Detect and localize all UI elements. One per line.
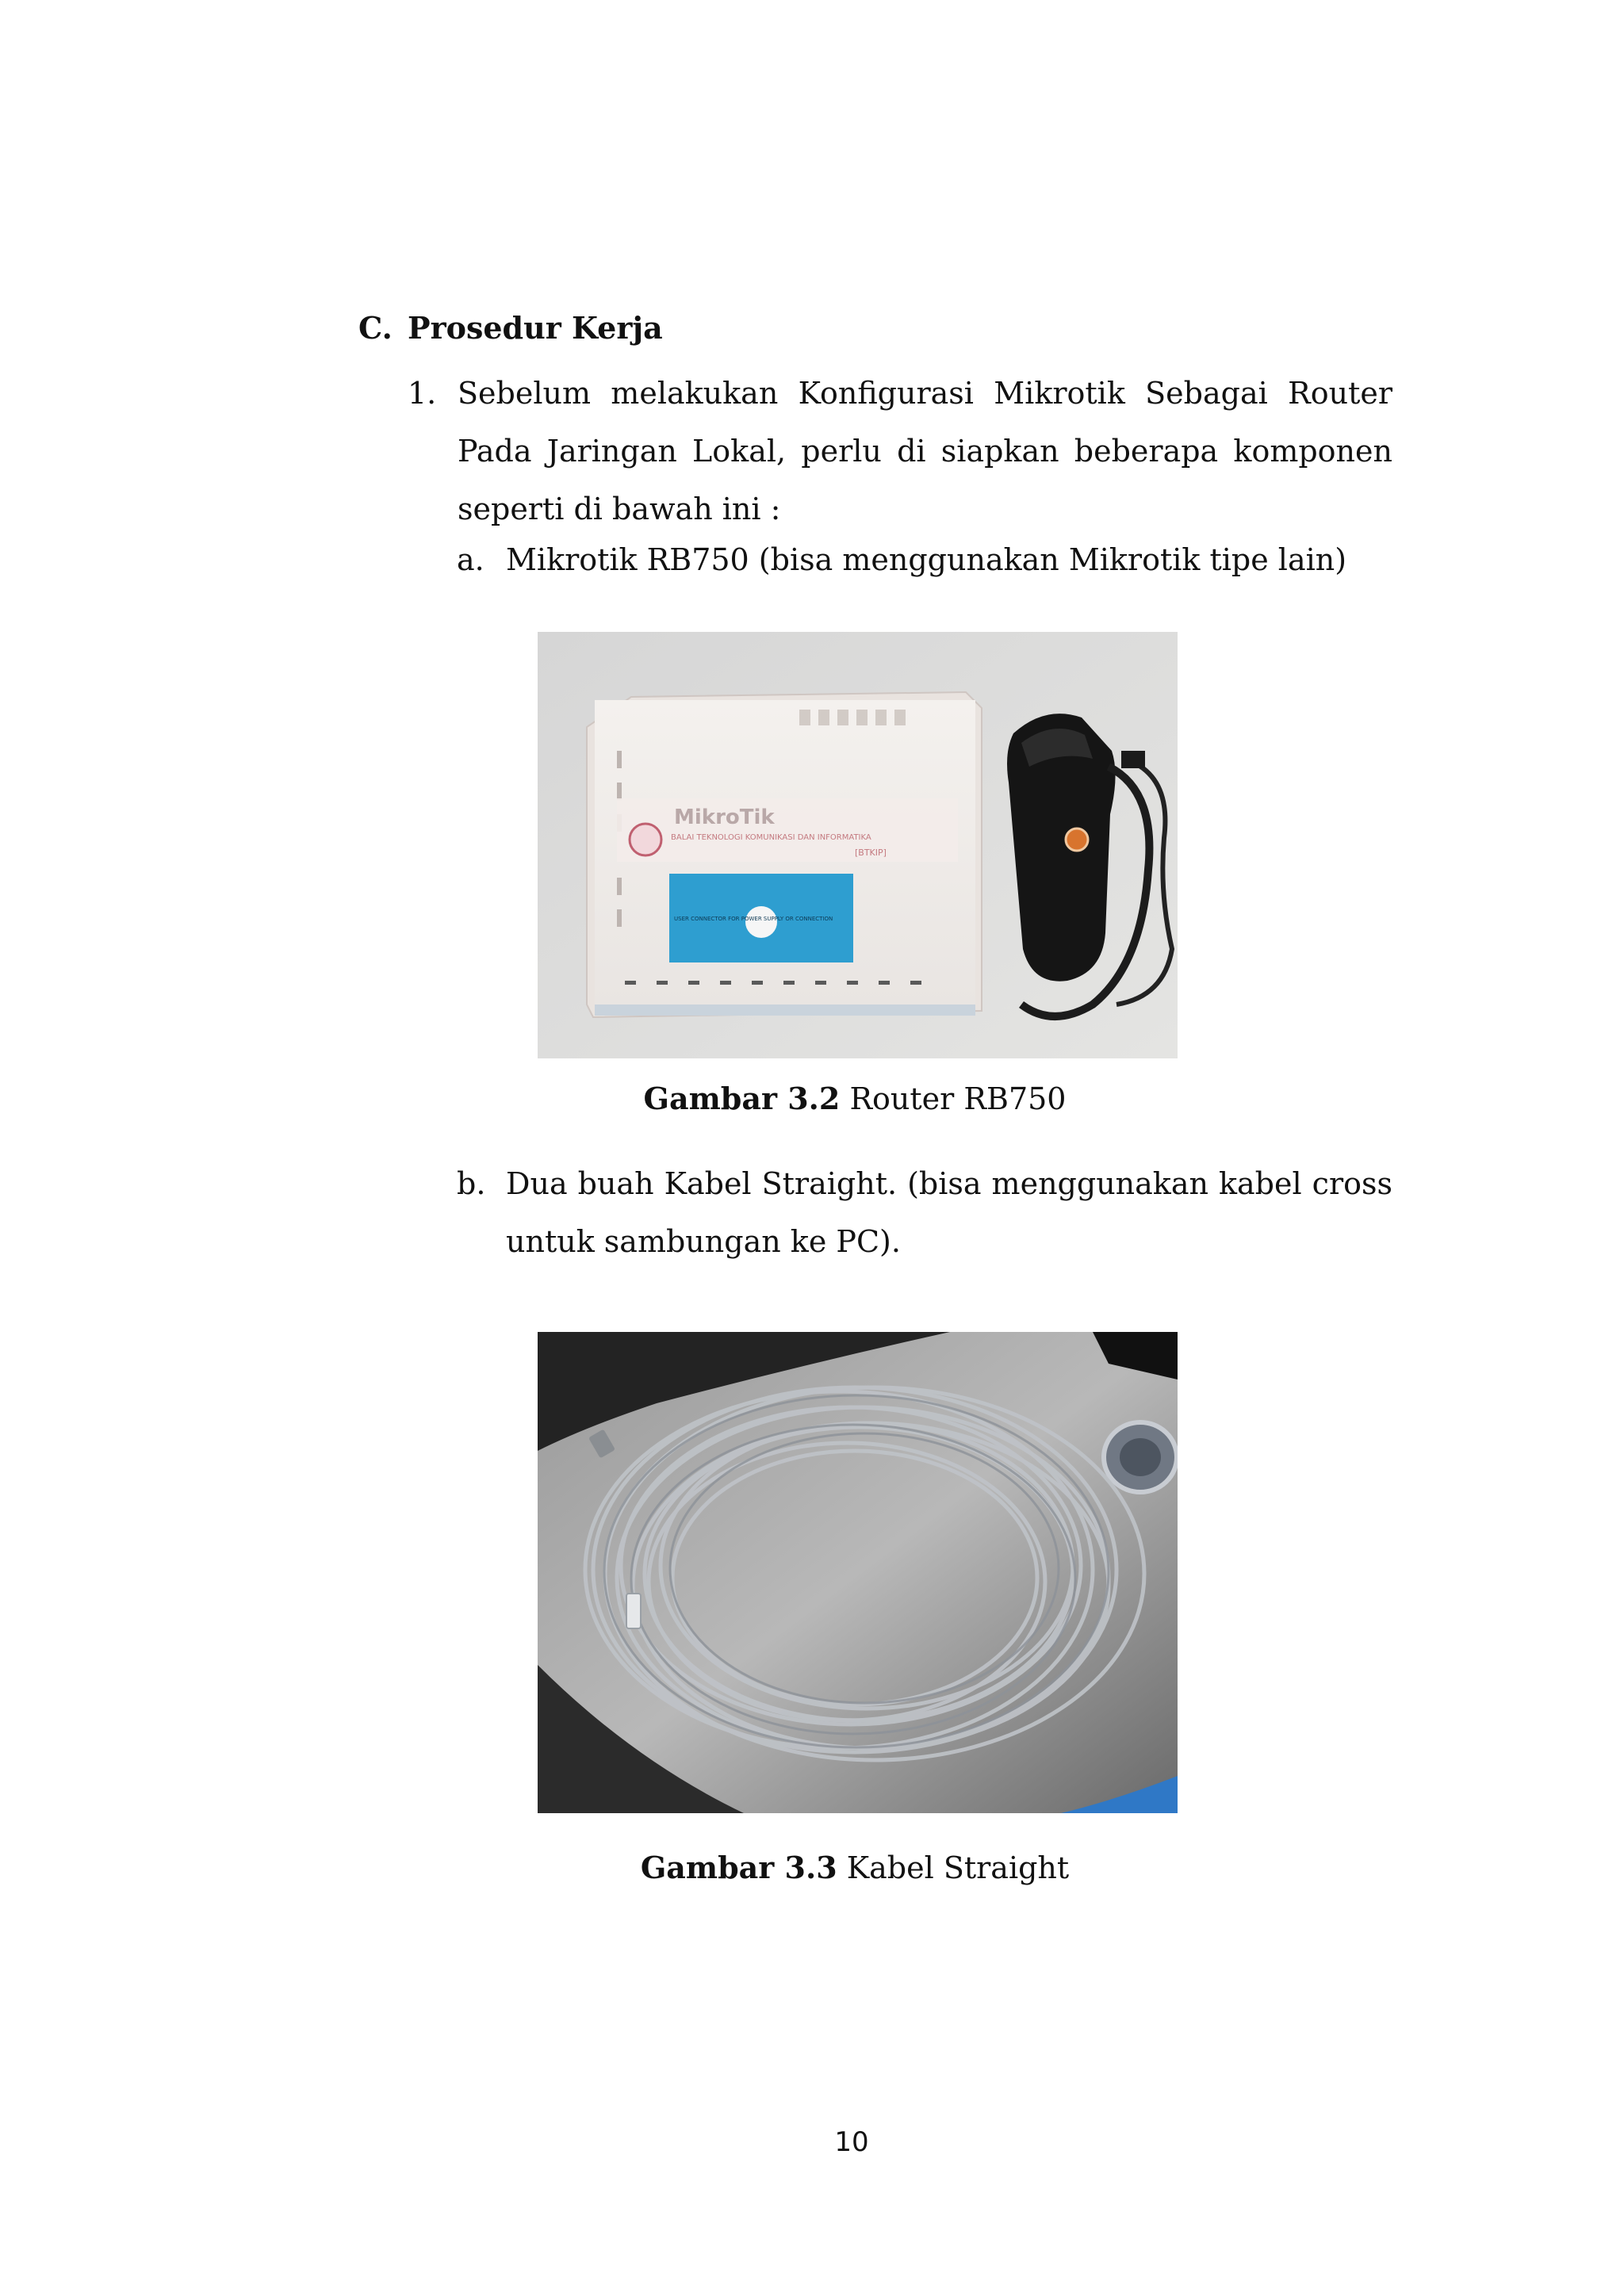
item-number: 1. [408,376,437,411]
emblem-icon [630,824,661,855]
sub-item-a [457,531,1392,589]
item-text: Sebelum melakukan Konfigurasi Mikrotik Sebagai Router Pada Jaringan Lokal, perlu di siapkan beberapa komponen seperti di bawah ini : [458,376,1392,526]
sub-item-b [457,1155,1392,1271]
section-title: Prosedur Kerja [408,310,663,346]
sub-item-marker: b. [457,1166,486,1201]
cable-photo [538,1332,1178,1813]
caption-text: Router RB750 [840,1081,1067,1116]
sticker-text: USER CONNECTOR FOR POWER SUPPLY OR CONNECTION [674,916,833,922]
caption-text: Kabel Straight [837,1850,1070,1885]
figure-caption-router [62,1077,1624,1121]
caption-label: Gambar 3.2 [643,1081,841,1116]
sub-item-text: Mikrotik RB750 (bisa menggunakan Mikrotik tipe lain) [506,542,1347,577]
numbered-item-1 [408,365,1392,538]
rj45-connector [626,1594,641,1628]
router-code-text: [BTKIP] [855,848,887,858]
section-heading [358,306,663,350]
sub-item-marker: a. [457,542,485,577]
router-label-text: BALAI TEKNOLOGI KOMUNIKASI DAN INFORMATIKA [671,833,871,842]
page-number: 10 [834,2126,869,2158]
router-photo [538,632,1178,1058]
section-letter: C. [358,310,393,346]
figure-caption-cable [62,1846,1624,1890]
sub-item-text: Dua buah Kabel Straight. (bisa menggunakan kabel cross untuk sambungan ke PC). [506,1166,1392,1259]
router-logo-text: MikroTik [674,806,775,829]
caption-label: Gambar 3.3 [640,1850,837,1885]
